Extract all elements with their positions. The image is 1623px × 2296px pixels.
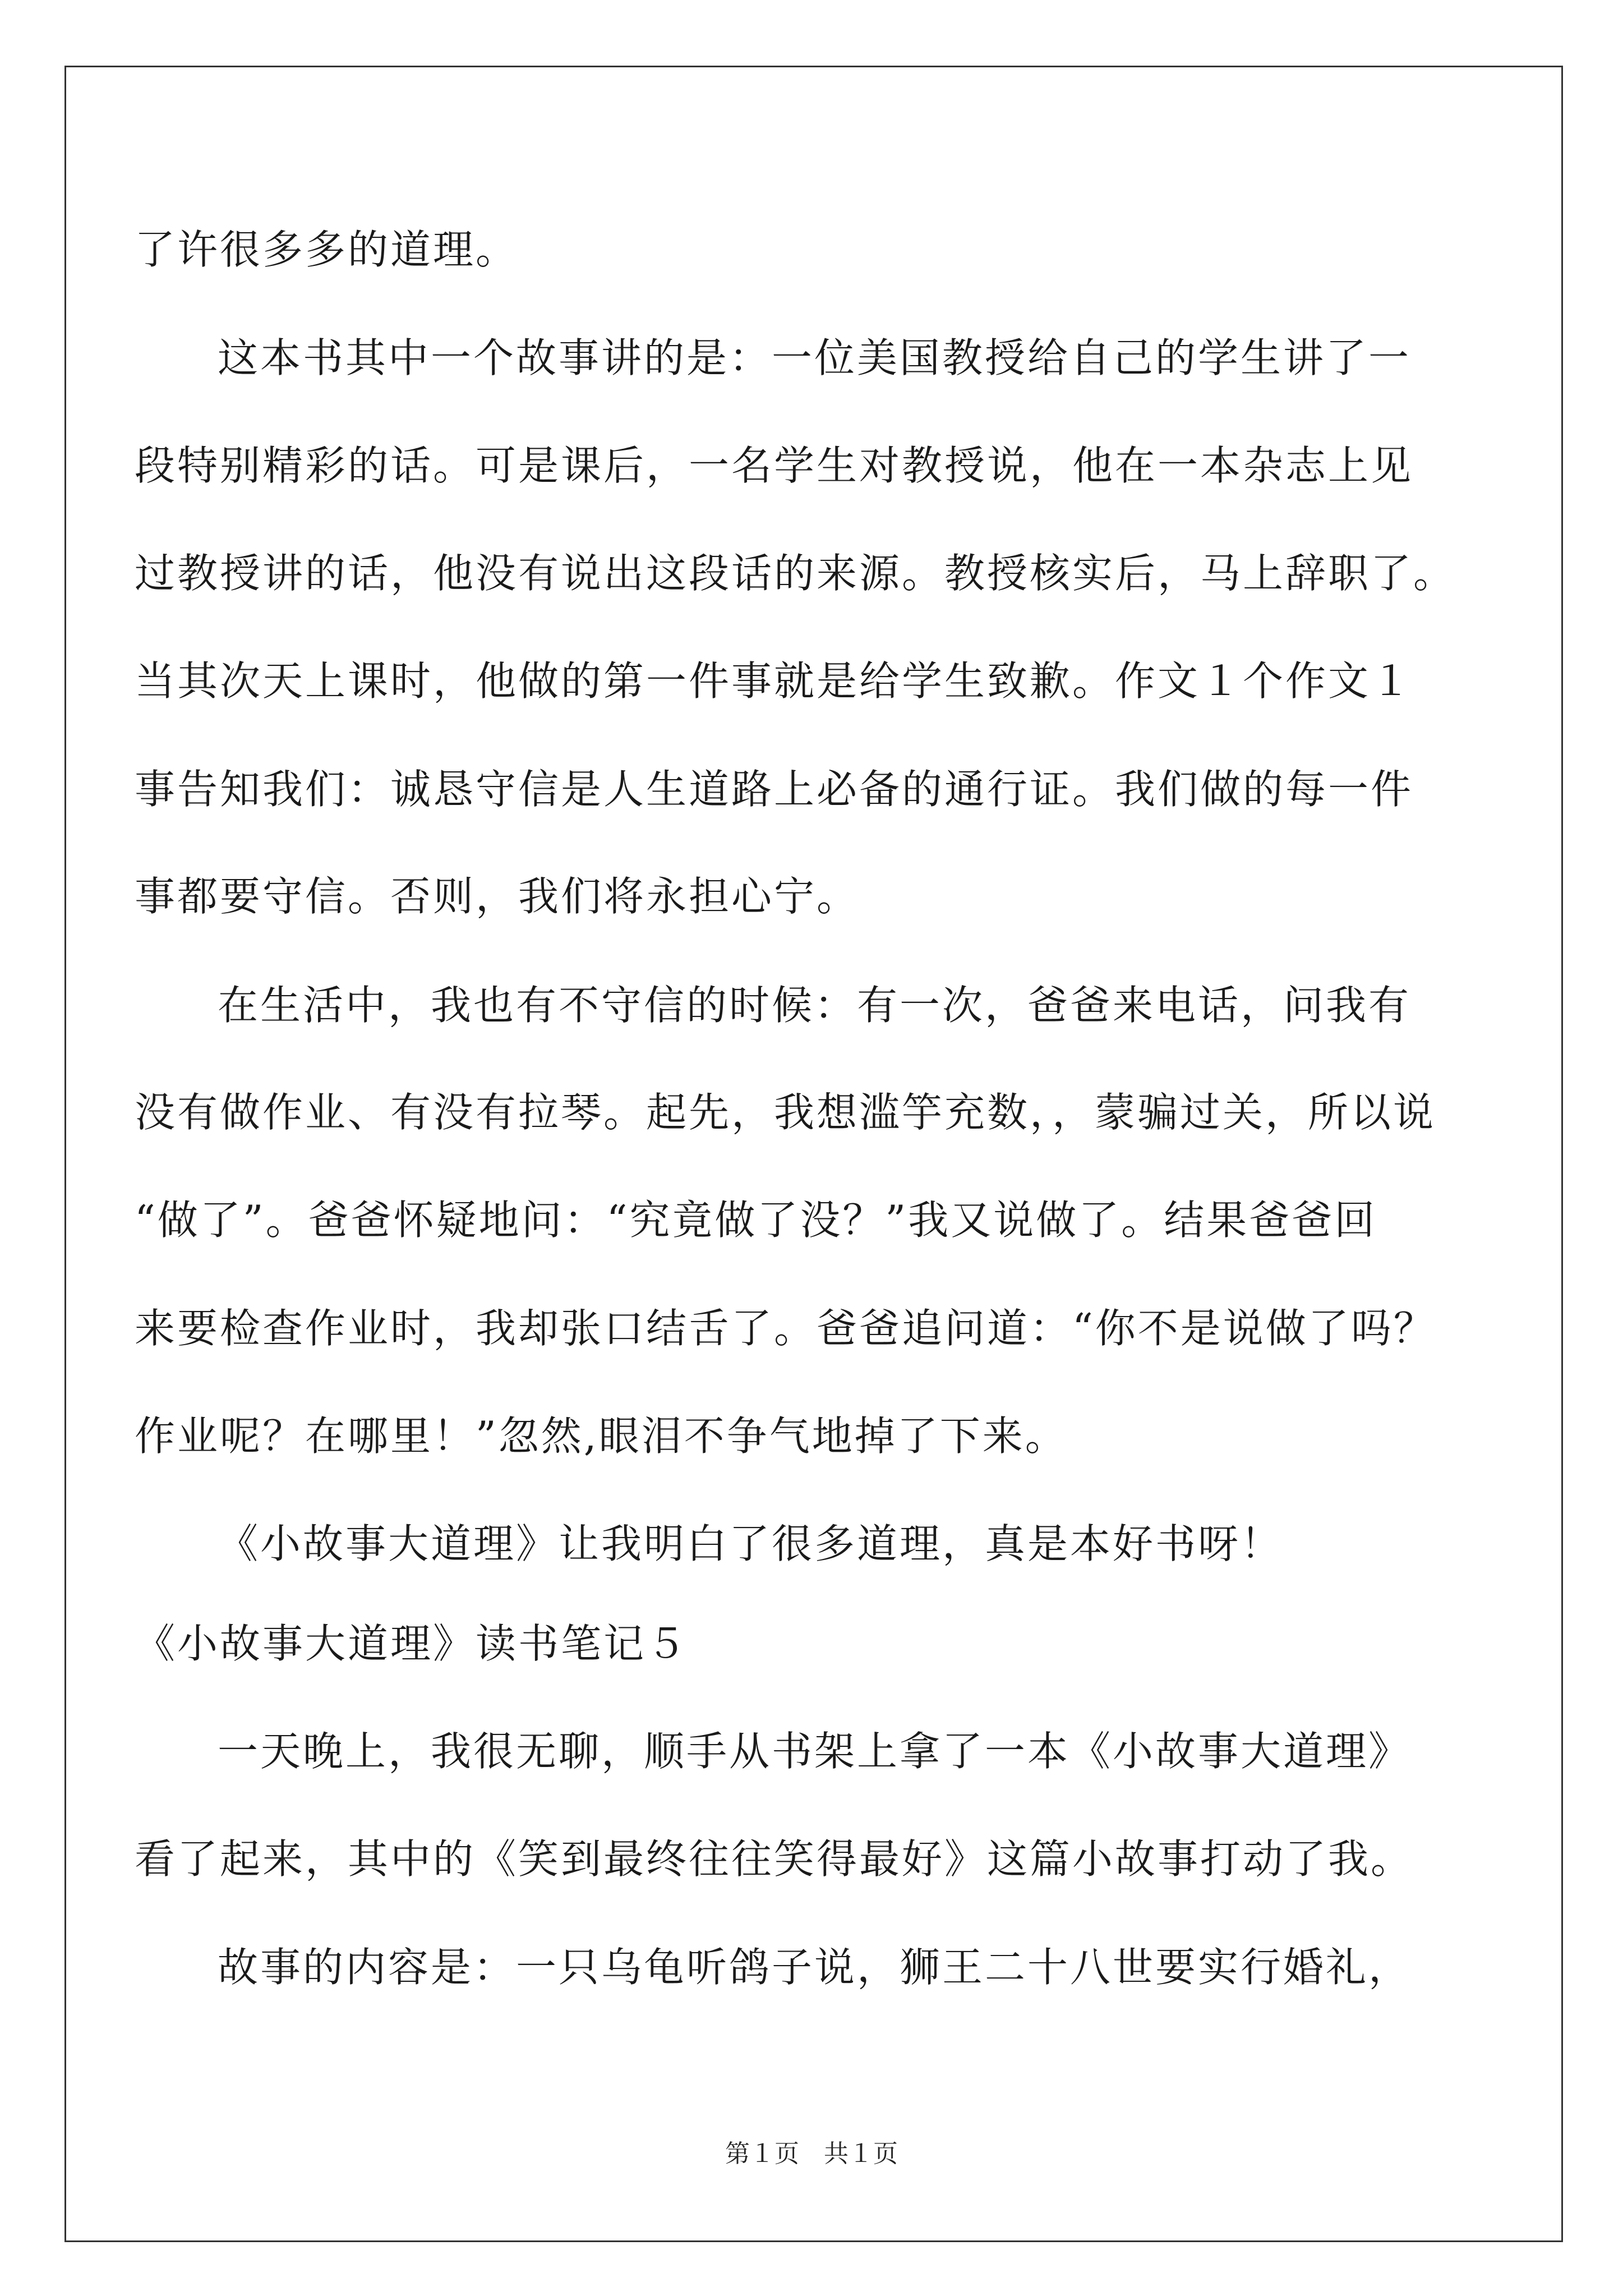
paragraph-line: 《小故事大道理》让我明白了很多道理，真是本好书呀！ <box>218 1520 1284 1567</box>
text-line: 当其次天上课时，他做的第一件事就是给学生致歉。作文１个作文１ <box>135 657 1414 705</box>
text-line: 作业呢？在哪里！”忽然,眼泪不争气地掉了下来。 <box>135 1412 1068 1460</box>
page-number-footer: 第１页 共１页 <box>725 2139 898 2168</box>
text-line: 看了起来，其中的《笑到最终往往笑得最好》这篇小故事打动了我。 <box>135 1835 1414 1883</box>
text-line: 过教授讲的话，他没有说出这段话的来源。教授核实后，马上辞职了。 <box>135 550 1456 597</box>
text-line: 了许很多多的道理。 <box>135 226 519 273</box>
paragraph-line: 这本书其中一个故事讲的是：一位美国教授给自己的学生讲了一 <box>218 334 1412 381</box>
paragraph-line: 故事的内容是：一只乌龟听鸽子说，狮王二十八世要实行婚礼， <box>218 1944 1412 1991</box>
text-line: 事都要守信。否则，我们将永担心宁。 <box>135 873 860 920</box>
text-line: 事告知我们：诚恳守信是人生道路上必备的通行证。我们做的每一件 <box>135 766 1414 813</box>
page-border <box>64 66 1563 2242</box>
text-line: 来要检查作业时，我却张口结舌了。爸爸追问道：“你不是说做了吗？ <box>135 1305 1436 1352</box>
paragraph-line: 一天晚上，我很无聊，顺手从书架上拿了一本《小故事大道理》 <box>218 1728 1412 1775</box>
text-line: 没有做作业、有没有拉琴。起先，我想滥竽充数，，蒙骗过关，所以说 <box>135 1089 1436 1136</box>
text-line: 段特别精彩的话。可是课后，一名学生对教授说，他在一本杂志上见 <box>135 442 1414 489</box>
text-line: “做了”。爸爸怀疑地问：“究竟做了没？”我又说做了。结果爸爸回 <box>135 1197 1377 1244</box>
section-heading: 《小故事大道理》读书笔记５ <box>135 1620 689 1667</box>
paragraph-line: 在生活中，我也有不守信的时候：有一次，爸爸来电话，问我有 <box>218 982 1412 1029</box>
